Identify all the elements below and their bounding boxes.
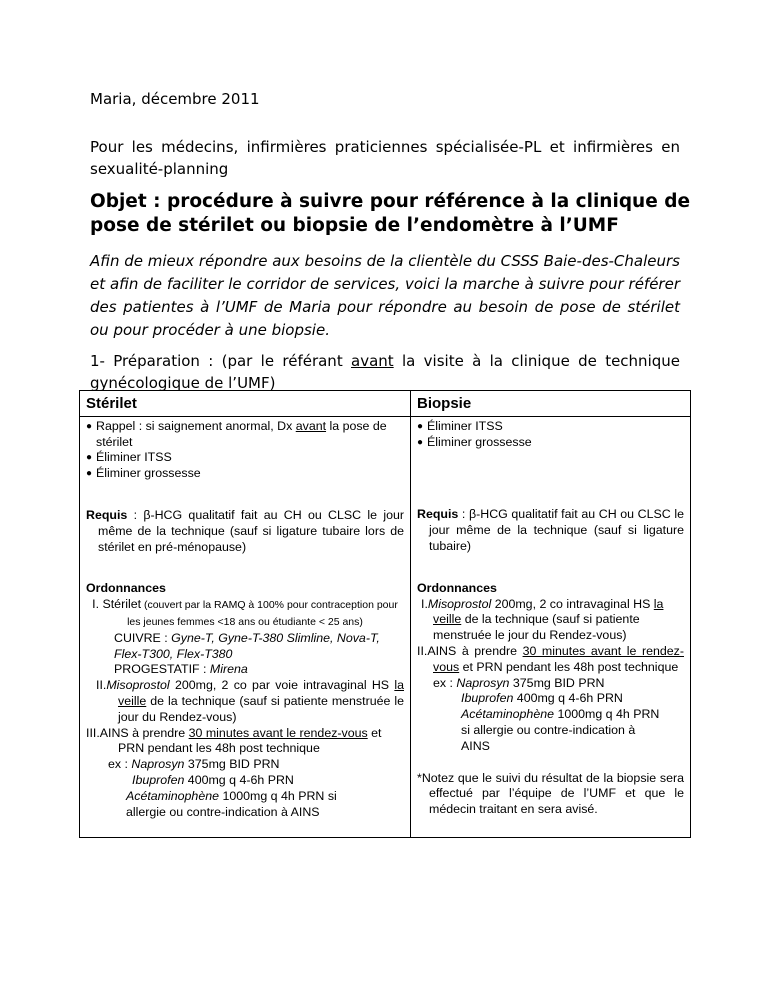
item-underlined: 30 minutes avant le rendez-vous (433, 643, 684, 674)
bullet-icon: ● (417, 420, 424, 432)
drug-dose: 400mg q 4-6h PRN (184, 772, 294, 787)
column-header-biopsie: Biopsie (411, 391, 691, 417)
sterilet-cell (80, 416, 411, 838)
biopsie-example-1 (417, 676, 684, 692)
item-text: et PRN pendant les 48h post technique (118, 725, 382, 756)
item-number: I. (421, 596, 428, 611)
item-underlined: la veille (433, 596, 664, 627)
requis-text: : β-HCG qualitatif fait au CH ou CLSC le jour même de la technique (sauf si ligature tubaire) (429, 507, 684, 553)
drug-name: Misoprostol (106, 678, 170, 693)
procedure-table (79, 390, 691, 838)
cuivre-items: Gyne-T, Gyne-T-380 Slimline, Nova-T, Flex-T300, Flex-T380 (114, 630, 380, 661)
rappel-text-a: Rappel : si saignement anormal, Dx (96, 418, 296, 433)
requis-text: : β-HCG qualitatif fait au CH ou CLSC le jour même de la technique (sauf si ligature tubaire lors de stérilet en pré-ménopause) (98, 507, 404, 554)
drug-dose: 400mg q 4-6h PRN (513, 691, 623, 706)
biopsie-example-2 (417, 691, 684, 707)
sterilet-bullet-rappel (86, 419, 404, 451)
drug-dose: 375mg BID PRN (184, 757, 280, 772)
biopsie-item-2 (417, 644, 684, 676)
sterilet-item-3 (86, 726, 404, 758)
biopsie-item-1 (417, 597, 684, 644)
rappel-underlined: avant (295, 418, 327, 433)
drug-name: Naprosyn (131, 757, 185, 772)
item-text: de la technique (sauf si patiente menstruée le jour du Rendez-vous) (118, 693, 404, 724)
item-text: II.AINS à prendre (417, 643, 523, 658)
biopsie-cell (411, 416, 691, 838)
column-header-sterilet: Stérilet (80, 391, 411, 417)
step1-underlined: avant (351, 352, 394, 370)
example-prefix: ex : (108, 757, 132, 772)
bullet-text: Éliminer grossesse (427, 434, 532, 449)
biopsie-example-3 (417, 707, 661, 754)
item-text: III.AINS à prendre (86, 725, 189, 740)
item-note: (couvert par la RAMQ à 100% pour contraception pour les jeunes femmes <18 ans ou étudiante < 25 ans) (127, 599, 398, 628)
biopsie-bullet-grossesse (417, 435, 684, 451)
requis-label: Requis (417, 507, 459, 522)
bullet-icon: ● (86, 468, 93, 480)
sterilet-requis (86, 508, 404, 555)
item-text: 200mg, 2 co par voie intravaginal HS (169, 678, 395, 693)
sterilet-example-1 (86, 757, 404, 773)
step1-prefix: 1- Préparation : (par le référant (90, 352, 352, 370)
progestatif-line (86, 662, 404, 678)
progestatif-label: PROGESTATIF : (114, 662, 210, 677)
item-number: II. (96, 678, 107, 693)
progestatif-item: Mirena (209, 662, 248, 677)
sterilet-item-1 (86, 597, 404, 631)
drug-dose: 1000mg q 4h PRN si allergie ou contre-indication à AINS (126, 788, 337, 819)
ordonnances-title: Ordonnances (417, 580, 497, 595)
bullet-icon: ● (86, 452, 93, 464)
drug-name: Misoprostol (427, 596, 492, 611)
intro-paragraph: Afin de mieux répondre aux besoins de la clientèle du CSSS Baie-des-Chaleurs et afin de faciliter le corridor de services, voici la marche à suivre pour référer des patientes à l’UMF de Maria pour répondre au besoin de pose de stérilet ou pour procéder à une biopsie. (90, 252, 680, 339)
drug-name: Naprosyn (456, 675, 510, 690)
drug-dose: 375mg BID PRN (509, 675, 605, 690)
step1-heading (90, 350, 680, 394)
sterilet-example-2 (86, 773, 404, 789)
bullet-text: Éliminer ITSS (96, 450, 172, 465)
subject-heading: Objet : procédure à suivre pour référence à la clinique de pose de stérilet ou biopsie de l’endomètre à l’UMF (90, 191, 691, 236)
item-underlined: la veille (118, 678, 404, 708)
requis-label: Requis (86, 507, 128, 522)
cuivre-line (86, 631, 404, 663)
biopsie-note: *Notez que le suivi du résultat de la biopsie sera effectué par l’équipe de l’UMF et que le médecin traitant en sera avisé. (417, 770, 684, 817)
sterilet-example-3 (86, 789, 366, 821)
bullet-icon: ● (86, 420, 93, 432)
drug-name: Acétaminophène (126, 788, 219, 803)
audience-line: Pour les médecins, infirmières praticiennes spécialisée-PL et infirmières en sexualité-planning (90, 138, 680, 178)
bullet-icon: ● (417, 436, 424, 448)
bullet-text: Éliminer grossesse (96, 466, 201, 481)
drug-dose: 1000mg q 4h PRN si allergie ou contre-indication à AINS (461, 707, 660, 753)
example-prefix: ex : (433, 675, 457, 690)
item-underlined: 30 minutes avant le rendez-vous (188, 725, 368, 740)
drug-name: Ibuprofen (461, 691, 514, 706)
cuivre-label: CUIVRE : (114, 630, 172, 645)
drug-name: Acétaminophène (461, 707, 554, 722)
bullet-text: Éliminer ITSS (427, 418, 503, 433)
item-text: de la technique (sauf si patiente menstruée le jour du Rendez-vous) (433, 612, 640, 643)
item-label: I. Stérilet (92, 597, 142, 612)
item-text: et PRN pendant les 48h post technique (459, 659, 679, 674)
biopsie-bullet-itss (417, 419, 684, 435)
item-text: 200mg, 2 co intravaginal HS (491, 596, 654, 611)
ordonnances-title: Ordonnances (86, 581, 166, 596)
sterilet-item-2 (86, 678, 404, 725)
biopsie-requis (417, 507, 684, 554)
biopsie-ordonnances (417, 581, 684, 818)
drug-name: Ibuprofen (132, 772, 185, 787)
rappel-text-b: la pose de stérilet (96, 418, 387, 449)
sterilet-ordonnances (86, 581, 404, 834)
sterilet-bullet-itss (86, 450, 404, 466)
document-date: Maria, décembre 2011 (90, 90, 260, 108)
sterilet-bullet-grossesse (86, 466, 404, 482)
step1-suffix: la visite à la clinique de technique gynécologique de l’UMF) (90, 352, 680, 392)
